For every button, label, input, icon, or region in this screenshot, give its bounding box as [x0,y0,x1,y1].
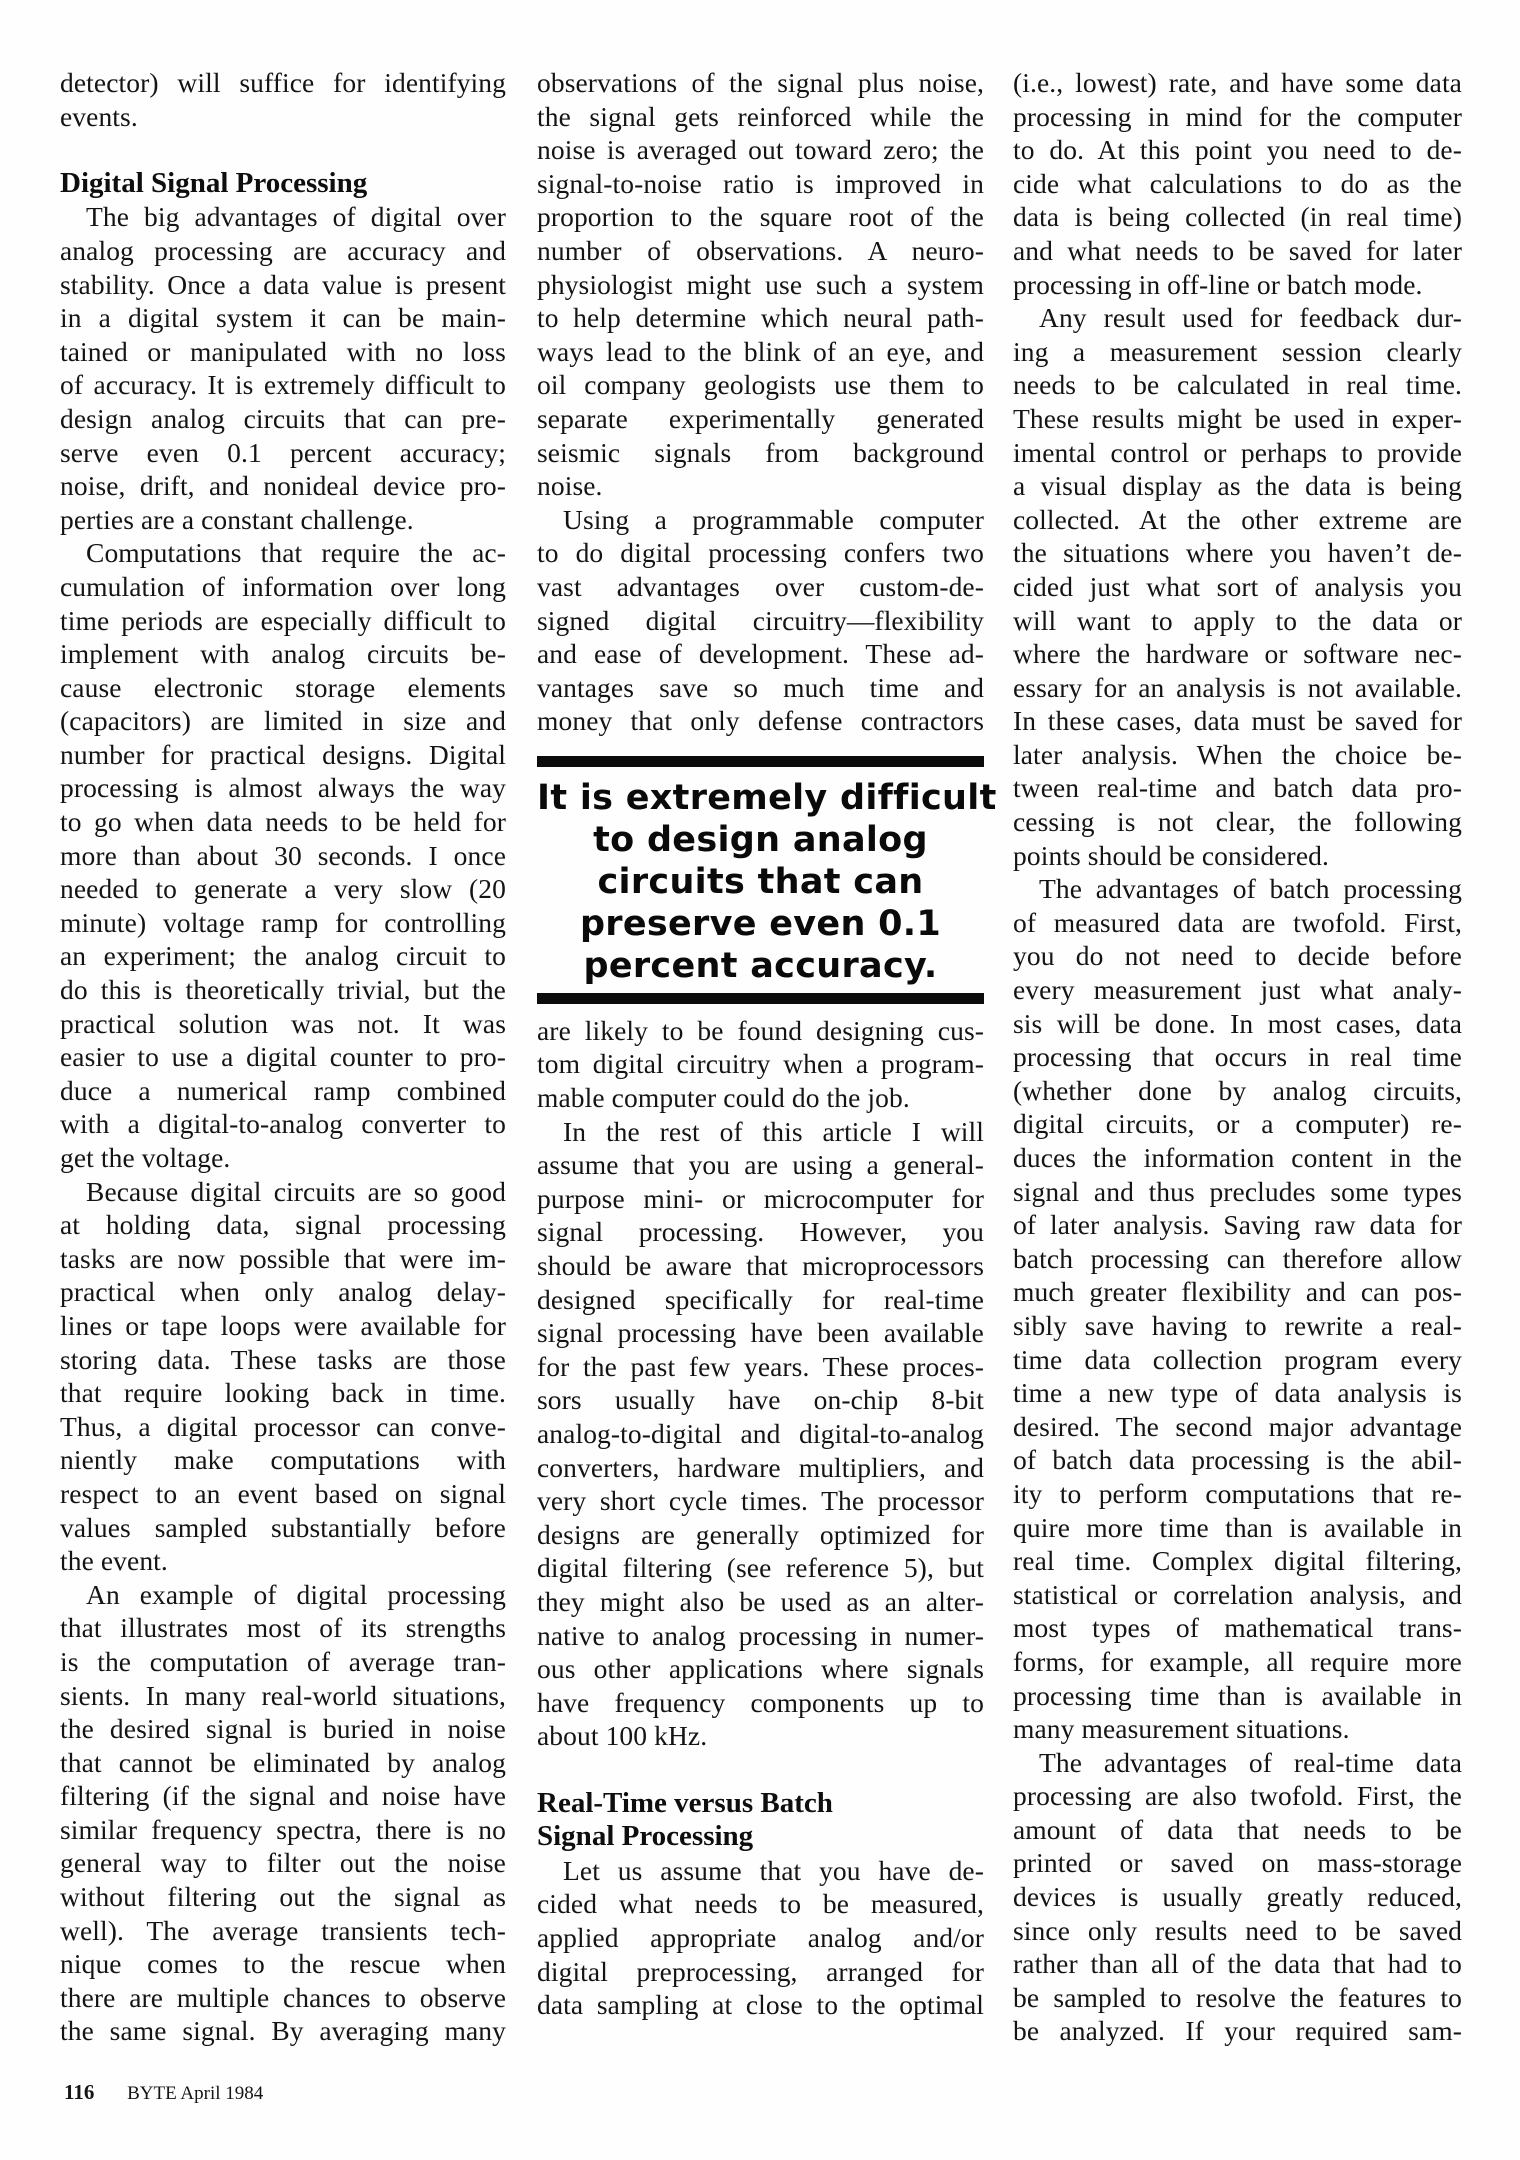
text-line: (capacitors) are limited in size and [60,705,506,737]
section-heading-line: Digital Signal Processing [60,166,368,199]
text-line: Computations that require the ac- [86,537,506,569]
paragraph [1013,872,1462,1745]
text-line: These results might be used in exper- [1013,402,1462,434]
text-line: Any result used for feedback dur- [1039,302,1462,334]
text-line: time periods are especially difficult to [60,604,506,636]
page-number: 116 [64,2080,95,2104]
text-line: of accuracy. It is extremely difficult to [60,369,506,401]
text-line: where the hardware or software nec- [1013,638,1462,670]
text-line: ous other applications where signals [537,1653,984,1685]
text-line: converters, hardware multipliers, and [537,1451,984,1483]
pull-quote-bottom-rule [537,993,984,1004]
text-line: data sampling at close to the optimal [537,1989,984,2021]
text-line: the same signal. By averaging many [60,2015,506,2047]
text-line: collected. At the other extreme are [1013,503,1462,535]
text-line: oil company geologists use them to [537,369,984,401]
text-line: have frequency components up to [537,1686,984,1718]
section-heading-line: Real-Time versus Batch [537,1786,833,1819]
publication-name: BYTE [127,2083,177,2104]
text-line: and what needs to be saved for later [1013,234,1462,266]
text-line: Thus, a digital processor can conve- [60,1410,506,1442]
paragraph [537,1014,984,1115]
pull-quote-line: to design analog [593,819,928,860]
text-line: since only results need to be saved [1013,1914,1462,1946]
text-line: essary for an analysis is not available. [1013,671,1462,703]
text-line: the signal gets reinforced while the [537,100,984,132]
text-line: design analog circuits that can pre- [60,402,506,434]
text-line: cided what needs to be measured, [537,1888,984,1920]
paragraph [60,1578,506,2048]
text-line: data is being collected (in real time) [1013,201,1462,233]
section-heading-line: Signal Processing [537,1820,754,1853]
text-line: vast advantages over custom-de- [537,570,984,602]
text-line: amount of data that needs to be [1013,1813,1462,1845]
text-line: without filtering out the signal as [60,1881,506,1913]
text-line: forms, for example, all require more [1013,1645,1462,1677]
text-line: an experiment; the analog circuit to [60,940,506,972]
paragraph [60,200,506,536]
text-line: time a new type of data analysis is [1013,1377,1462,1409]
text-line: general way to filter out the noise [60,1847,506,1879]
text-line: more than about 30 seconds. I once [60,839,506,871]
text-line: ing a measurement session clearly [1013,335,1462,367]
column-middle-top-text [537,66,984,738]
paragraph [537,1854,984,2022]
text-line: serve even 0.1 percent accuracy; [60,436,506,468]
page-footer [64,2080,263,2105]
paragraph [60,1175,506,1578]
text-line: Using a programmable computer [563,503,984,535]
text-line: lines or tape loops were available for [60,1309,506,1341]
text-line: Let us assume that you have de- [563,1854,984,1886]
text-line: of measured data are twofold. First, [1013,906,1462,938]
text-line: analog-to-digital and digital-to-analog [537,1418,984,1449]
text-line: digital preprocessing, arranged for [537,1955,984,1987]
pull-quote-line: preserve even 0.1 [579,903,942,944]
paragraph [537,503,984,738]
text-line: digital circuits, or a computer) re- [1013,1108,1462,1140]
paragraph [537,1115,984,1753]
text-line: is the computation of average tran- [60,1645,506,1677]
paragraph [1013,1746,1462,2048]
text-line: separate experimentally generated [537,402,984,434]
text-line: seismic signals from background [537,436,984,468]
text-line: quire more time than is available in [1013,1511,1462,1543]
text-line: signal-to-noise ratio is improved in [537,167,984,199]
text-line: (i.e., lowest) rate, and have some data [1013,67,1462,98]
section-heading [60,167,506,201]
text-line: cumulation of information over long [60,570,506,602]
text-line: nique comes to the rescue when [60,1948,506,1980]
text-line: to do digital processing confers two [537,537,984,569]
text-line: The big advantages of digital over [86,201,506,233]
text-line: processing that occurs in real time [1013,1041,1462,1073]
text-line: tween real-time and batch data pro- [1013,772,1462,804]
text-line: at holding data, signal processing [60,1209,506,1241]
text-line: An example of digital processing [86,1578,506,1610]
column-left [60,66,506,2048]
text-line: a visual display as the data is being [1013,470,1462,502]
text-line: tained or manipulated with no loss [60,335,506,367]
text-line: cessing is not clear, the following [1013,806,1462,838]
text-line: practical solution was not. It was [60,1007,506,1039]
text-line: (whether done by analog circuits, [1013,1074,1462,1106]
pull-quote-top-rule [537,756,984,767]
text-line: sients. In many real-world situations, [60,1679,506,1711]
text-line: number for practical designs. Digital [60,738,506,770]
text-line: there are multiple chances to observe [60,1981,506,2013]
text-line: ity to perform computations that re- [1013,1477,1462,1509]
text-line: detector) will suffice for identifying [60,67,506,98]
text-line: practical when only analog delay- [60,1276,506,1308]
text-line: well). The average transients tech- [60,1914,506,1946]
text-line: money that only defense contractors [537,705,984,737]
text-line: points should be considered. [1013,839,1329,871]
text-line: will want to apply to the data or [1013,604,1462,636]
text-line: they might also be used as an alter- [537,1585,984,1617]
text-line: that cannot be eliminated by analog [60,1746,506,1778]
text-line: signal processing. However, you [537,1216,984,1248]
text-line: printed or saved on mass-storage [1013,1847,1462,1879]
text-line: processing are also twofold. First, the [1013,1780,1462,1812]
text-line: values sampled substantially before [60,1511,506,1543]
text-line: cide what calculations to do as the [1013,167,1462,199]
text-line: easier to use a digital counter to pro- [60,1041,506,1073]
text-line: In these cases, data must be saved for [1013,705,1462,737]
text-line: perties are a constant challenge. [60,503,414,535]
text-line: get the voltage. [60,1142,231,1173]
text-line: noise. [537,470,603,502]
text-line: most types of mathematical trans- [1013,1612,1462,1644]
text-line: for the past few years. These proces- [537,1350,984,1382]
text-line: that illustrates most of its strengths [60,1612,506,1644]
text-line: duces the information content in the [1013,1142,1462,1173]
text-line: assume that you are using a general- [537,1149,984,1181]
text-line: sors usually have on-chip 8-bit [537,1384,984,1416]
text-line: tasks are now possible that were im- [60,1242,506,1274]
text-line: statistical or correlation analysis, and [1013,1578,1462,1610]
text-line: processing in off-line or batch mode. [1013,268,1423,300]
section-spacer [60,133,506,167]
text-line: of later analysis. Saving raw data for [1013,1209,1462,1241]
text-line: Because digital circuits are so good [86,1175,506,1207]
text-line: with a digital-to-analog converter to [60,1108,506,1140]
pull-quote-text [537,767,997,993]
text-line: processing is almost always the way [60,772,506,804]
text-line: applied appropriate analog and/or [537,1921,984,1953]
text-line: needed to generate a very slow (20 [60,873,506,905]
text-line: filtering (if the signal and noise have [60,1780,506,1812]
pull-quote-line: It is extremely difficult [537,777,997,818]
paragraph [1013,66,1462,301]
text-line: many measurement situations. [1013,1713,1350,1745]
text-line: events. [60,100,138,132]
text-line: processing time than is available in [1013,1679,1462,1711]
paragraph [60,66,506,133]
text-line: real time. Complex digital filtering, [1013,1545,1462,1577]
text-line: later analysis. When the choice be- [1013,738,1462,770]
text-line: minute) voltage ramp for controlling [60,906,506,938]
text-line: noise is averaged out toward zero; the [537,134,984,166]
text-line: every measurement just what analy- [1013,974,1462,1006]
text-line: observations of the signal plus noise, [537,67,984,98]
paragraph [537,66,984,503]
text-line: processing in mind for the computer [1013,100,1462,132]
text-line: analog processing are accuracy and [60,234,506,266]
text-line: The advantages of real-time data [1039,1746,1462,1778]
text-line: proportion to the square root of the [537,201,984,233]
issue-date: April 1984 [180,2083,264,2104]
text-line: imental control or perhaps to provide [1013,436,1462,468]
text-line: rather than all of the data that had to [1013,1948,1462,1980]
text-line: vantages save so much time and [537,671,984,703]
pull-quote-line: percent accuracy. [583,945,938,986]
text-line: The advantages of batch processing [1039,873,1462,905]
text-line: physiologist might use such a system [537,268,984,300]
text-line: you do not need to decide before [1013,940,1462,972]
text-line: cause electronic storage elements [60,671,506,703]
text-line: to go when data needs to be held for [60,806,506,838]
text-line: implement with analog circuits be- [60,638,506,670]
text-line: designed specifically for real-time [537,1283,984,1315]
text-line: are likely to be found designing cus- [537,1014,984,1046]
pull-quote-line: circuits that can [597,861,924,902]
text-line: time data collection program every [1013,1343,1462,1375]
text-line: signal processing have been available [537,1317,984,1349]
text-line: niently make computations with [60,1444,506,1476]
text-line: the desired signal is buried in noise [60,1713,506,1745]
text-line: and ease of development. These ad- [537,638,984,670]
text-line: should be aware that microprocessors [537,1250,984,1282]
text-line: respect to an event based on signal [60,1477,506,1509]
text-line: designs are generally optimized for [537,1518,984,1550]
section-spacer [537,1753,984,1787]
text-line: the situations where you haven’t de- [1013,537,1462,569]
text-line: do this is theoretically trivial, but the [60,974,506,1006]
text-line: signal and thus precludes some types [1013,1175,1462,1207]
text-line: the event. [60,1545,168,1577]
text-line: signed digital circuitry—flexibility [537,604,984,636]
text-line: purpose mini- or microcomputer for [537,1182,984,1214]
text-line: to do. At this point you need to de- [1013,134,1462,166]
scan-speck [752,18,755,25]
text-line: that require looking back in time. [60,1377,506,1409]
text-line: in a digital system it can be main- [60,302,506,334]
column-right [1013,66,1462,2048]
text-line: sibly save having to rewrite a real- [1013,1309,1462,1341]
text-line: be analyzed. If your required sam- [1013,2015,1462,2047]
text-line: digital filtering (see reference 5), but [537,1552,984,1584]
text-line: cided just what sort of analysis you [1013,570,1462,602]
text-line: tom digital circuitry when a program- [537,1048,984,1080]
text-line: duce a numerical ramp combined [60,1074,506,1106]
text-line: very short cycle times. The processor [537,1485,984,1517]
text-line: of batch data processing is the abil- [1013,1444,1462,1476]
column-middle-bottom-text [537,1014,984,2022]
text-line: stability. Once a data value is present [60,268,506,300]
text-line: ways lead to the blink of an eye, and [537,335,984,367]
text-line: native to analog processing in numer- [537,1619,984,1651]
text-line: be sampled to resolve the features to [1013,1981,1462,2013]
pull-quote [537,756,997,1004]
text-line: about 100 kHz. [537,1720,708,1752]
text-line: number of observations. A neuro- [537,234,984,266]
paragraph [60,536,506,1174]
section-heading [537,1787,984,1854]
text-line: noise, drift, and nonideal device pro- [60,470,506,502]
column-middle [537,66,997,2022]
text-line: In the rest of this article I will [563,1115,984,1147]
paragraph [1013,301,1462,872]
text-line: much greater flexibility and can pos- [1013,1276,1462,1308]
text-line: needs to be calculated in real time. [1013,369,1462,401]
text-line: batch processing can therefore allow [1013,1242,1462,1274]
text-line: desired. The second major advantage [1013,1410,1462,1442]
text-line: sis will be done. In most cases, data [1013,1007,1462,1039]
text-line: to help determine which neural path- [537,302,984,334]
text-line: similar frequency spectra, there is no [60,1813,506,1845]
text-line: storing data. These tasks are those [60,1343,506,1375]
text-line: devices is usually greatly reduced, [1013,1881,1462,1913]
text-line: mable computer could do the job. [537,1082,910,1114]
